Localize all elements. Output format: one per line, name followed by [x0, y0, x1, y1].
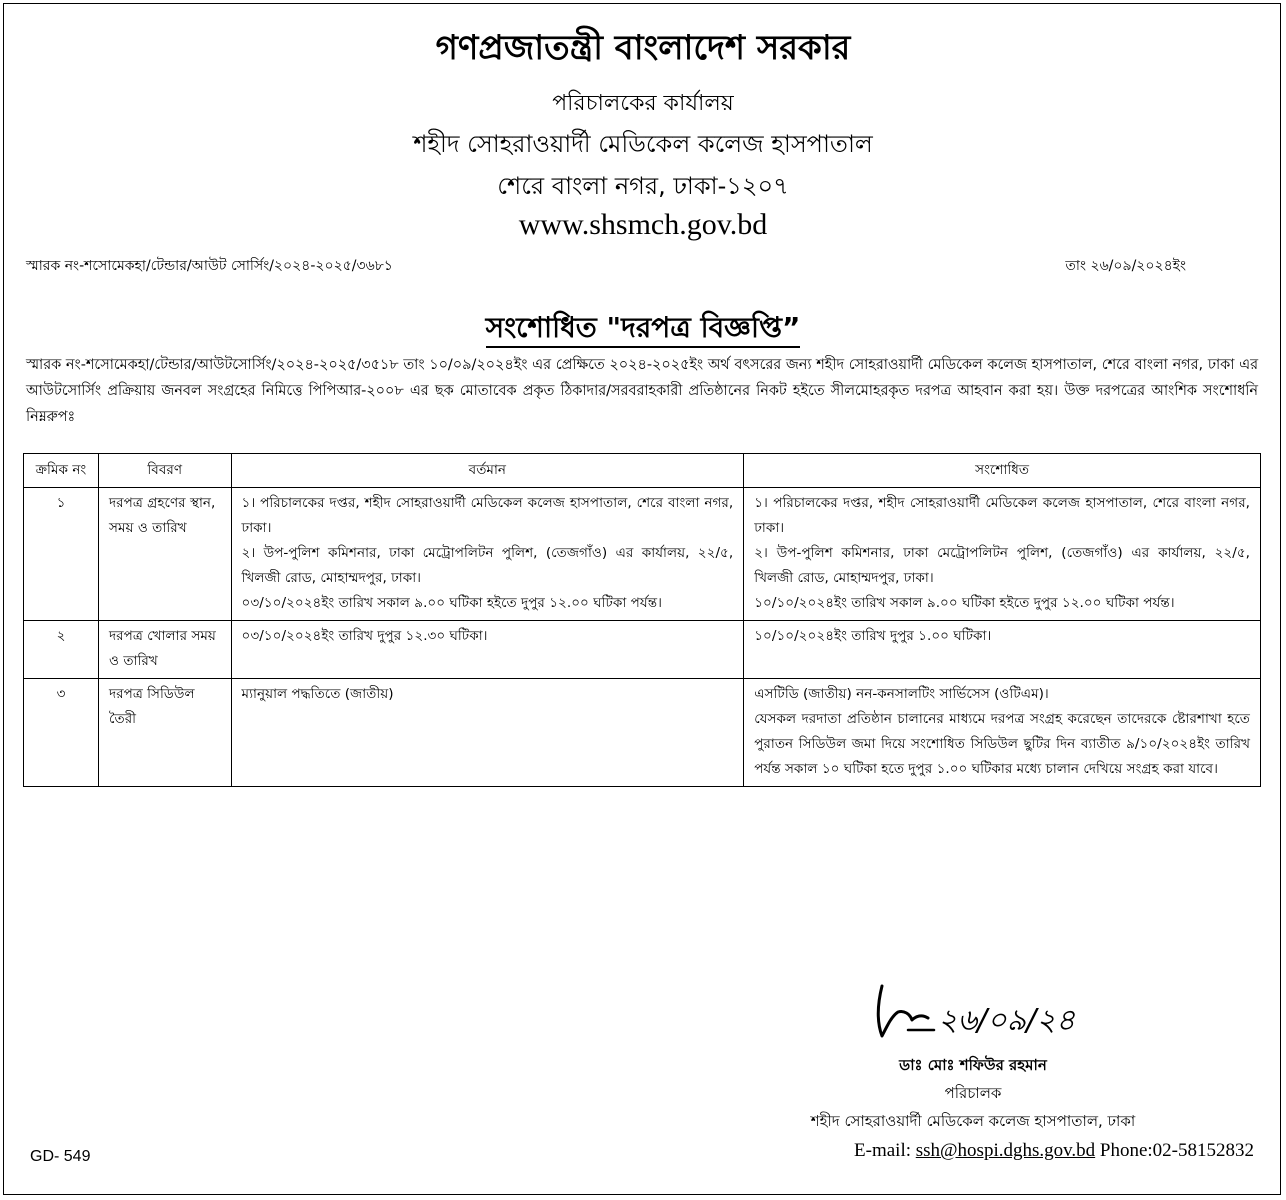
- row-serial: ২: [24, 621, 99, 679]
- revised-line: ১০/১০/২০২৪ইং তারিখ দুপুর ১.০০ ঘটিকা।: [754, 628, 992, 644]
- memo-date: তাং ২৬/০৯/২০২৪ইং: [1065, 258, 1186, 274]
- website-link[interactable]: www.shsmch.gov.bd: [518, 208, 768, 241]
- row-revised: [744, 679, 1261, 787]
- current-line: ২। উপ-পুলিশ কমিশনার, ঢাকা মেট্রোপলিটন পুলিশ, (তেজগাঁও) এর কার্যালয়, ২২/৫, খিলজী রোড, মোহাম্মদপুর, ঢাকা।: [241, 545, 734, 586]
- signatory-name: ডাঃ মোঃ শফিউর রহমান: [899, 1056, 1047, 1074]
- row-description: দরপত্র সিডিউল তৈরী: [99, 679, 232, 787]
- handwritten-signature: [868, 980, 1128, 1050]
- current-line: ০৩/১০/২০২৪ইং তারিখ সকাল ৯.০০ ঘটিকা হইতে দুপুর ১২.০০ ঘটিকা পর্যন্ত।: [241, 595, 662, 611]
- revised-line: ১০/১০/২০২৪ইং তারিখ সকাল ৯.০০ ঘটিকা হইতে দুপুর ১২.০০ ঘটিকা পর্যন্ত।: [754, 595, 1175, 611]
- amendment-table: [23, 453, 1261, 787]
- signature-date: ২৬/০৯/২৪: [938, 1003, 1076, 1038]
- revised-line: যেসকল দরদাতা প্রতিষ্ঠান চালানের মাধ্যমে দরপত্র সংগ্রহ করেছেন তাদেরকে ষ্টোরশাখা হতে পুরাতন সিডিউল জমা দিয়ে সংশোধিত সিডিউল ছুটির দিন ব্যাতীত ৯/১০/২০২৪ইং তারিখ পর্যন্ত সকাল ১০ ঘটিকা হতে দুপুর ১.০০ ঘটিকার মধ্যে চালান দেখিয়ে সংগ্রহ করা যাবে।: [754, 711, 1250, 777]
- phone-number: Phone:02-58152832: [1099, 1140, 1254, 1161]
- table-row: [24, 679, 1261, 787]
- email-label: E-mail:: [854, 1140, 912, 1161]
- row-serial: ১: [24, 488, 99, 621]
- notice-title: [0, 306, 1286, 353]
- contact-line: [854, 1140, 1254, 1162]
- header-description: বিবরণ: [99, 454, 232, 488]
- current-line: ০৩/১০/২০২৪ইং তারিখ দুপুর ১২.৩০ ঘটিকা।: [241, 628, 488, 644]
- memo-number: স্মারক নং-শসোমেকহা/টেন্ডার/আউট সোর্সিং/২০২৪-২০২৫/৩৬৮১: [26, 258, 393, 274]
- intro-paragraph: স্মারক নং-শসোমেকহা/টেন্ডার/আউটসোর্সিং/২০২৪-২০২৫/৩৫১৮ তাং ১০/০৯/২০২৪ইং এর প্রেক্ষিতে ২০২৪-২০২৫ইং অর্থ বৎসরের জন্য শহীদ সোহরাওয়ার্দী মেডিকেল কলেজ হাসপাতাল, শেরে বাংলা নগর, ঢাকা এর আউটসোর্সিং প্রক্রিয়ায় জনবল সংগ্রহের নিমিত্তে পিপিআর-২০০৮ এর ছক মোতাবেক প্রকৃত ঠিকাদার/সরবরাহকারী প্রতিষ্ঠানের নিকট হইতে সীলমোহরকৃত দরপত্র আহবান করা হয়। উক্ত দরপত্রের আংশিক সংশোধনি নিম্নরুপঃ: [26, 357, 1258, 425]
- header-current: বর্তমান: [231, 454, 744, 488]
- row-current: [231, 621, 744, 679]
- row-description: দরপত্র খোলার সময় ও তারিখ: [99, 621, 232, 679]
- row-revised: [744, 621, 1261, 679]
- hospital-heading: শহীদ সোহরাওয়ার্দী মেডিকেল কলেজ হাসপাতাল: [413, 130, 873, 158]
- revised-line: ২। উপ-পুলিশ কমিশনার, ঢাকা মেট্রোপলিটন পুলিশ, (তেজগাঁও) এর কার্যালয়, ২২/৫, খিলজী রোড, মোহাম্মদপুর, ঢাকা।: [754, 545, 1250, 586]
- revised-line: ১। পরিচালকের দপ্তর, শহীদ সোহরাওয়ার্দী মেডিকেল কলেজ হাসপাতাল, শেরে বাংলা নগর, ঢাকা।: [754, 495, 1250, 536]
- current-line: ১। পরিচালকের দপ্তর, শহীদ সোহরাওয়ার্দী মেডিকেল কলেজ হাসপাতাল, শেরে বাংলা নগর, ঢাকা।: [241, 495, 734, 536]
- row-current: [231, 488, 744, 621]
- notice-title-text: সংশোধিত "দরপত্র বিজ্ঞপ্তি”: [486, 311, 801, 348]
- row-serial: ৩: [24, 679, 99, 787]
- signatory-designation: পরিচালক: [944, 1084, 1002, 1102]
- table-header-row: [24, 454, 1261, 488]
- row-revised: [744, 488, 1261, 621]
- current-line: ম্যানুয়াল পদ্ধতিতে (জাতীয়): [241, 686, 394, 702]
- office-heading: পরিচালকের কার্যালয়: [552, 91, 734, 116]
- table-row: [24, 488, 1261, 621]
- header-revised: সংশোধিত: [744, 454, 1261, 488]
- signature-stroke: [878, 986, 928, 1036]
- gd-number: GD- 549: [30, 1148, 91, 1165]
- address-heading: শেরে বাংলা নগর, ঢাকা-১২০৭: [497, 172, 789, 200]
- revised-line: এসটিডি (জাতীয়) নন-কনসালটিং সার্ভিসেস (ওটিএম)।: [754, 686, 1049, 702]
- signatory-organization: শহীদ সোহরাওয়ার্দী মেডিকেল কলেজ হাসপাতাল, ঢাকা: [810, 1112, 1136, 1130]
- row-current: [231, 679, 744, 787]
- row-description: দরপত্র গ্রহণের স্থান, সময় ও তারিখ: [99, 488, 232, 621]
- header-serial: ক্রমিক নং: [24, 454, 99, 488]
- email-link[interactable]: ssh@hospi.dghs.gov.bd: [915, 1140, 1096, 1161]
- table-row: [24, 621, 1261, 679]
- government-heading: গণপ্রজাতন্ত্রী বাংলাদেশ সরকার: [435, 28, 851, 68]
